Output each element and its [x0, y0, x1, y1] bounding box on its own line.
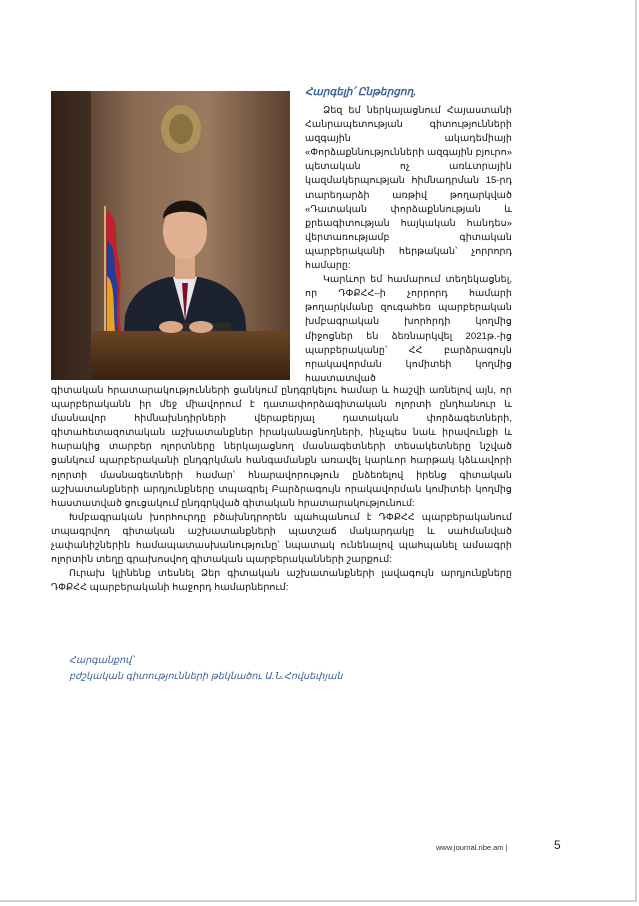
footer-url[interactable]: www.journal.nbe.am | — [436, 843, 508, 852]
signature-closing: Հարգանքով՝ — [69, 655, 134, 666]
portrait-illustration — [51, 91, 290, 380]
paragraph: գիտական հրատարակությունների ցանկում ընդգրկելու համար և հաշվի առնելով այն, որ պարբերականն իր մեջ միավորում է դատափորձագիտական ոլորտի ընդհանուր և մասնավոր հիմնախնդիրների վերաբերյալ դատական փորձագետների, գիտահետազոտական աշխատանքներ իրականացնողների, ինչպես նաև իրավունքի և հարակից տարբեր ոլորտները ներկայացնող մասնագետների տեսակետները նշված ցանկում պարբերականի ընդգրկման հանգամանքն առավել կարևոր հարթակ կձևավորի ոլորտի մասնագետների համար՝ հնարավորություն ընձեռելով իրենց գիտական աշխատանքների արդյունքները տպագրել Բարձրագույն որակավորման կոմիտեի կողմից հաստատված ցուցակում ընդգրկված գիտական հրատարակությունում: — [51, 385, 512, 509]
greeting: Հարգելի՛ Ընթերցող, — [305, 86, 417, 98]
portrait-photo — [51, 91, 290, 380]
paragraph: Խմբագրական խորհուրդը բծախնդրորեն պահպանում է ԴՓՔՀՀ պարբերականում տպագրվող գիտական աշխատանքների պատշաճ մակարդակը և սահմանված չափանիշներին համապատասխանությունը՝ նպատակ ունենալով պահպանել ամսագրի ոլորտին տեղը գրախոսվող գիտական պարբերականների շարքում: — [51, 511, 512, 566]
page-number: 5 — [554, 838, 561, 852]
paragraph: Ձեզ եմ ներկայացնում Հայաստանի Հանրապետության գիտությունների ազգային ակադեմիայի «Փորձաքննությունների ազգային բյուրո» պետական ոչ առևտրային կազմակերպության հիմնադրման 15-րդ տարեդարձի առթիվ թողարկված «Դատական փորձաքննության և քրեագիտության հայկական հանդես» վերտառությամբ գիտական պարբերականի հերթական՝ չորրորդ համարը: — [305, 105, 512, 272]
signature-author: բժշկական գիտությունների թեկնածու Ա.Ն.Հովսեփյան — [69, 671, 343, 682]
intro-column — [305, 104, 512, 386]
body-text — [51, 384, 512, 595]
paragraph: Կարևոր եմ համարում տեղեկացնել, որ ԴՓՔՀՀ–ի չորրորդ համարի թողարկմանը զուգահեռ պարբերական խմբագրական խորհրդի կողմից միջոցներ են ձեռնարկվել 2021թ.-ից պարբերականը՝ ՀՀ բարձրագույն որակավորման կոմիտեի կողմից հաստատված — [305, 274, 512, 384]
signature — [69, 653, 343, 685]
paragraph: Ուրախ կլինենք տեսնել Ձեր գիտական աշխատանքների լավագույն արդյունքները ԴՓՔՀՀ պարբերականի հաջորդ համարներում: — [51, 568, 512, 594]
